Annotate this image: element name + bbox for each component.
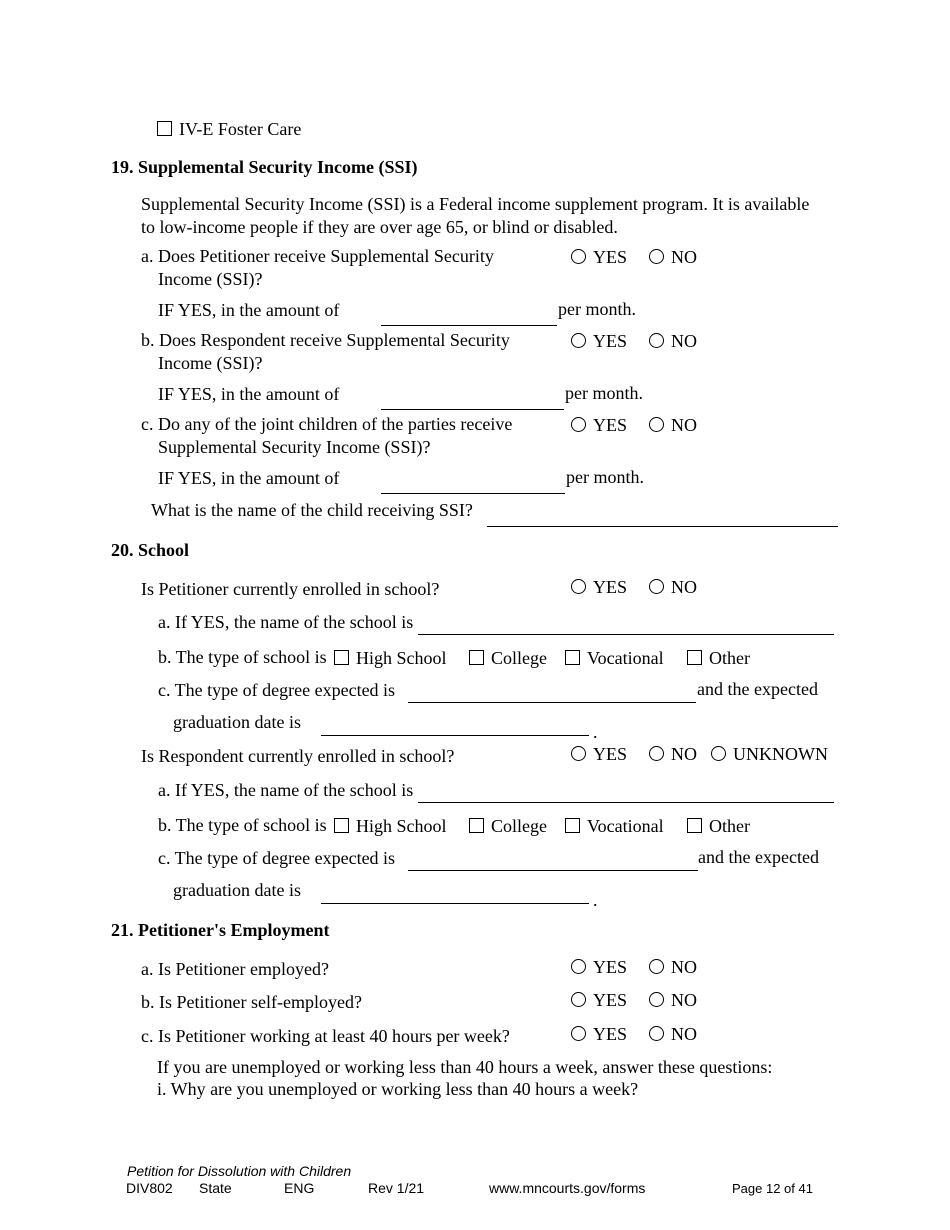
pet-school-name-label: a. If YES, the name of the school is [158, 612, 414, 632]
ssi-b-no-option[interactable]: NO [649, 330, 697, 352]
radio-icon[interactable] [649, 417, 664, 432]
self-employed-yes-option[interactable]: YES [571, 989, 627, 1011]
pet-grad-date-field[interactable] [321, 735, 589, 736]
resp-school-type-college[interactable]: College [469, 815, 547, 837]
section-19-heading: 19. Supplemental Security Income (SSI) [111, 157, 418, 177]
pet-school-type-high-school[interactable]: High School [334, 647, 447, 669]
resp-grad-date-field[interactable] [321, 903, 589, 904]
respondent-school-question: Is Respondent currently enrolled in school? [141, 746, 455, 766]
radio-icon[interactable] [571, 579, 586, 594]
ssi-b-per-month: per month. [565, 383, 643, 403]
checkbox-icon[interactable] [469, 818, 484, 833]
forty-hours-question: c. Is Petitioner working at least 40 hours per week? [141, 1026, 510, 1046]
pet-degree-field[interactable] [408, 702, 696, 703]
radio-icon[interactable] [649, 1026, 664, 1041]
radio-icon[interactable] [711, 746, 726, 761]
resp-school-no-option[interactable]: NO [649, 743, 697, 765]
radio-icon[interactable] [571, 333, 586, 348]
radio-icon[interactable] [571, 992, 586, 1007]
radio-icon[interactable] [649, 579, 664, 594]
pet-school-type-vocational[interactable]: Vocational [565, 647, 664, 669]
checkbox-icon[interactable] [687, 650, 702, 665]
self-employed-question: b. Is Petitioner self-employed? [141, 992, 362, 1012]
iv-e-foster-care-option[interactable]: IV-E Foster Care [157, 118, 301, 140]
resp-school-type-other[interactable]: Other [687, 815, 750, 837]
ssi-intro-line-1: Supplemental Security Income (SSI) is a Federal income supplement program. It is available [141, 194, 810, 214]
pet-degree-label: c. The type of degree expected is [158, 680, 396, 700]
footer-form-id: DIV802 [126, 1180, 173, 1196]
radio-icon[interactable] [571, 1026, 586, 1041]
resp-degree-label: c. The type of degree expected is [158, 848, 396, 868]
resp-degree-field[interactable] [408, 870, 698, 871]
employment-note-line-1: If you are unemployed or working less than 40 hours a week, answer these questions: [157, 1057, 773, 1077]
radio-icon[interactable] [649, 992, 664, 1007]
petitioner-school-question: Is Petitioner currently enrolled in school? [141, 579, 440, 599]
footer-form-title: Petition for Dissolution with Children [127, 1163, 352, 1179]
ssi-question-b-line-2: Income (SSI)? [158, 353, 263, 373]
resp-grad-period: . [593, 890, 598, 910]
radio-icon[interactable] [649, 249, 664, 264]
ssi-a-amount-label: IF YES, in the amount of [158, 300, 340, 320]
ssi-c-per-month: per month. [566, 467, 644, 487]
resp-and-expected: and the expected [698, 847, 819, 867]
ssi-question-a-line-1: a. Does Petitioner receive Supplemental Security [141, 246, 494, 266]
ssi-c-no-option[interactable]: NO [649, 414, 697, 436]
checkbox-icon[interactable] [565, 818, 580, 833]
section-20-heading: 20. School [111, 540, 190, 560]
pet-grad-date-label: graduation date is [173, 712, 301, 732]
footer-url[interactable]: www.mncourts.gov/forms [489, 1180, 646, 1196]
pet-grad-period: . [593, 722, 598, 742]
resp-school-type-high-school[interactable]: High School [334, 815, 447, 837]
resp-school-name-field[interactable] [418, 802, 834, 803]
pet-school-name-field[interactable] [418, 634, 834, 635]
employed-question: a. Is Petitioner employed? [141, 959, 329, 979]
employed-no-option[interactable]: NO [649, 956, 697, 978]
resp-grad-date-label: graduation date is [173, 880, 301, 900]
pet-school-type-college[interactable]: College [469, 647, 547, 669]
footer-page-number: Page 12 of 41 [732, 1181, 813, 1196]
footer-jurisdiction: State [199, 1180, 232, 1196]
checkbox-icon[interactable] [334, 818, 349, 833]
ssi-question-b-line-1: b. Does Respondent receive Supplemental Security [141, 330, 510, 350]
ssi-question-c-line-2: Supplemental Security Income (SSI)? [158, 437, 431, 457]
radio-icon[interactable] [649, 333, 664, 348]
checkbox-icon[interactable] [565, 650, 580, 665]
pet-school-yes-option[interactable]: YES [571, 576, 627, 598]
radio-icon[interactable] [571, 417, 586, 432]
resp-school-type-label: b. The type of school is [158, 815, 327, 835]
radio-icon[interactable] [571, 959, 586, 974]
radio-icon[interactable] [571, 249, 586, 264]
radio-icon[interactable] [649, 959, 664, 974]
ssi-intro-line-2: to low-income people if they are over age 65, or blind or disabled. [141, 217, 618, 237]
self-employed-no-option[interactable]: NO [649, 989, 697, 1011]
ssi-b-yes-option[interactable]: YES [571, 330, 627, 352]
ssi-a-per-month: per month. [558, 299, 636, 319]
ssi-c-amount-field[interactable] [381, 493, 565, 494]
ssi-a-no-option[interactable]: NO [649, 246, 697, 268]
ssi-b-amount-field[interactable] [381, 409, 564, 410]
ssi-c-amount-label: IF YES, in the amount of [158, 468, 340, 488]
footer-revision: Rev 1/21 [368, 1180, 425, 1196]
forty-hours-no-option[interactable]: NO [649, 1023, 697, 1045]
resp-school-unknown-option[interactable]: UNKNOWN [711, 743, 828, 765]
forty-hours-yes-option[interactable]: YES [571, 1023, 627, 1045]
ssi-a-yes-option[interactable]: YES [571, 246, 627, 268]
resp-school-type-vocational[interactable]: Vocational [565, 815, 664, 837]
ssi-question-c-line-1: c. Do any of the joint children of the parties receive [141, 414, 513, 434]
section-21-heading: 21. Petitioner's Employment [111, 920, 330, 940]
pet-and-expected: and the expected [697, 679, 818, 699]
resp-school-name-label: a. If YES, the name of the school is [158, 780, 414, 800]
ssi-b-amount-label: IF YES, in the amount of [158, 384, 340, 404]
resp-school-yes-option[interactable]: YES [571, 743, 627, 765]
ssi-a-amount-field[interactable] [381, 325, 557, 326]
pet-school-type-other[interactable]: Other [687, 647, 750, 669]
footer-language: ENG [284, 1180, 315, 1196]
ssi-child-name-label: What is the name of the child receiving SSI? [151, 500, 473, 520]
checkbox-icon[interactable] [334, 650, 349, 665]
checkbox-icon[interactable] [157, 121, 172, 136]
employment-note-line-2: i. Why are you unemployed or working less than 40 hours a week? [157, 1079, 639, 1099]
checkbox-icon[interactable] [469, 650, 484, 665]
radio-icon[interactable] [649, 746, 664, 761]
radio-icon[interactable] [571, 746, 586, 761]
ssi-c-yes-option[interactable]: YES [571, 414, 627, 436]
pet-school-type-label: b. The type of school is [158, 647, 327, 667]
checkbox-icon[interactable] [687, 818, 702, 833]
ssi-child-name-field[interactable] [487, 526, 838, 527]
pet-school-no-option[interactable]: NO [649, 576, 697, 598]
employed-yes-option[interactable]: YES [571, 956, 627, 978]
ssi-question-a-line-2: Income (SSI)? [158, 269, 263, 289]
